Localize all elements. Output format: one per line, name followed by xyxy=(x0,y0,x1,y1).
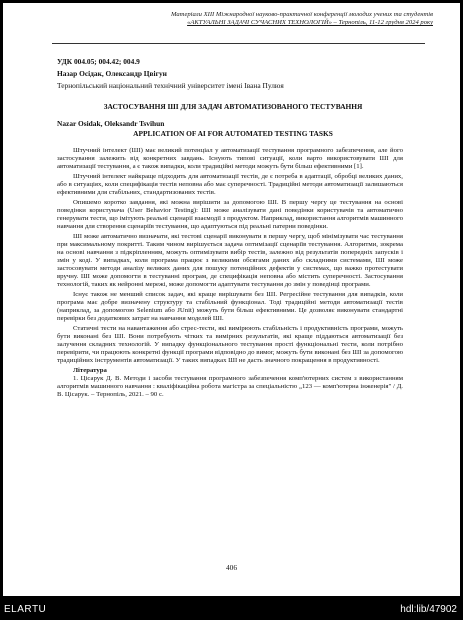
header-rule xyxy=(52,43,425,44)
paragraph: ШІ може автоматично визначати, які тестові сценарії виконувати в першу чергу, щоб мінімізувати час тестування при максимальному покритті. Таким чином вирішується задача оптимізації сценаріїв тестування. Алгоритми, зокрема на основі навчання з підкріпленням, можуть оптимізувати вибір тестів, залежно від результатів попередніх запусків і змін у коді. У випадках, коли програма працює з великими обсягами даних або складними системами, ШІ може застосовувати методи аналізу великих даних для пошуку потенційних дефектів у системах, що важко протестувати вручну. ШІ може допомогти в тестуванні програм, де специфікація неповна або містить суперечності. Застосування технологій, таких як нейронні мережі, може допомогти адаптувати тестування до змін у поведінці програми. xyxy=(57,233,403,288)
title-en: APPLICATION OF AI FOR AUTOMATED TESTING TASKS xyxy=(133,129,333,138)
authors-ua: Назар Осідак, Олександр Цвігун xyxy=(57,69,167,78)
handle-link[interactable]: hdl:lib/47902 xyxy=(400,604,457,615)
page-number: 406 xyxy=(225,563,238,572)
paragraph: Опишемо коротко завдання, які можна вирішити за допомогою ШІ. В першу чергу це тестування на основі поведінки користувача (User Behavior Testing): ШІ може аналізувати дані поведінки користувачів та автоматично генерувати тести, що імітують реальні сценарії взаємодії з продуктом. Наприклад, використання алгоритмів машинного навчання для створення сценаріїв тестування, що адаптуються під реальні патерни поведінки. xyxy=(57,199,403,230)
paragraph: Штучний інтелект (ШІ) має великий потенціал у автоматизації тестування програмного забезпечення, але його застосування залежить від конкретних завдань. Існують типові ситуації, коли варто використовувати ШІ для автоматизації тестування, а є також випадки, коли традиційні методи можуть бути більш ефективними [1]. xyxy=(57,147,403,170)
repository-label: ELARTU xyxy=(4,604,47,615)
paragraph: Статичні тести на навантаження або стрес-тести, які вимірюють стабільність і продуктивність програми, можуть бути виконані без ШІ. Вони потребують чітких та вимірних результатів, які краще піддаються автоматизації без залучення складних технологій. У випадку функціонального тестування прості функціональні тести, коли потрібно перевірити, чи працюють конкретні функції програми відповідно до вимог, можуть бути виконані без ШІ за допомогою традиційних інструментів автоматизації. У таких випадках ШІ не дасть значного покращення в продуктивності. xyxy=(57,325,403,364)
header-line-1: Матеріали XIII Міжнародної науково-практичної конференції молодих учених та студентів xyxy=(170,11,433,18)
authors-en: Nazar Osidak, Oleksandr Tsvihun xyxy=(57,119,165,128)
article-body xyxy=(57,147,403,401)
document-page xyxy=(3,3,460,596)
literature-heading: Література xyxy=(73,367,107,374)
paragraph: Штучний інтелект найкраще підходить для автоматизації тестів, де є потреба в адаптації, обробці великих даних, або в ситуаціях, коли специфікація тестів неповна або має суперечності. Традиційні методи автоматизації залишаються ефективними для стабільних, стандартизованих тестів. xyxy=(57,173,403,196)
conference-header xyxy=(63,11,433,27)
affiliation: Тернопільський національний технічний університет імені Івана Пулюя xyxy=(57,81,284,90)
header-line-2: «АКТУАЛЬНІ ЗАДАЧІ СУЧАСНИХ ТЕХНОЛОГІЙ» – Тернопіль, 11-12 грудня 2024 року xyxy=(187,19,433,26)
title-ua: ЗАСТОСУВАННЯ ШІ ДЛЯ ЗАДАЧ АВТОМАТИЗОВАНОГО ТЕСТУВАННЯ xyxy=(103,102,363,111)
paragraph: Існує також не менший список задач, які краще вирішувати без ШІ. Регресійне тестування для випадків, коли програма має добре визначену структуру та стабільний функціонал. Тоді традиційні методи автоматизації тестів (наприклад, за допомогою Selenium або JUnit) можуть бути більш ефективними. Це дозволяє виконувати стандартні перевірки без додаткових затрат на навчання моделей ШІ. xyxy=(57,291,403,322)
udc-code: УДК 004.05; 004.42; 004.9 xyxy=(57,57,140,66)
reference-item: 1. Цісарук Д. В. Методи і засоби тестування програмного забезпечення комп'ютерних систем з використанням алгоритмів машинного навчання : кваліфікаційна робота магістра за спеціальністю „123 — комп'ютерна інженерія" / Д. В. Цісарук. – Тернопіль, 2021. – 90 с. xyxy=(57,375,403,398)
